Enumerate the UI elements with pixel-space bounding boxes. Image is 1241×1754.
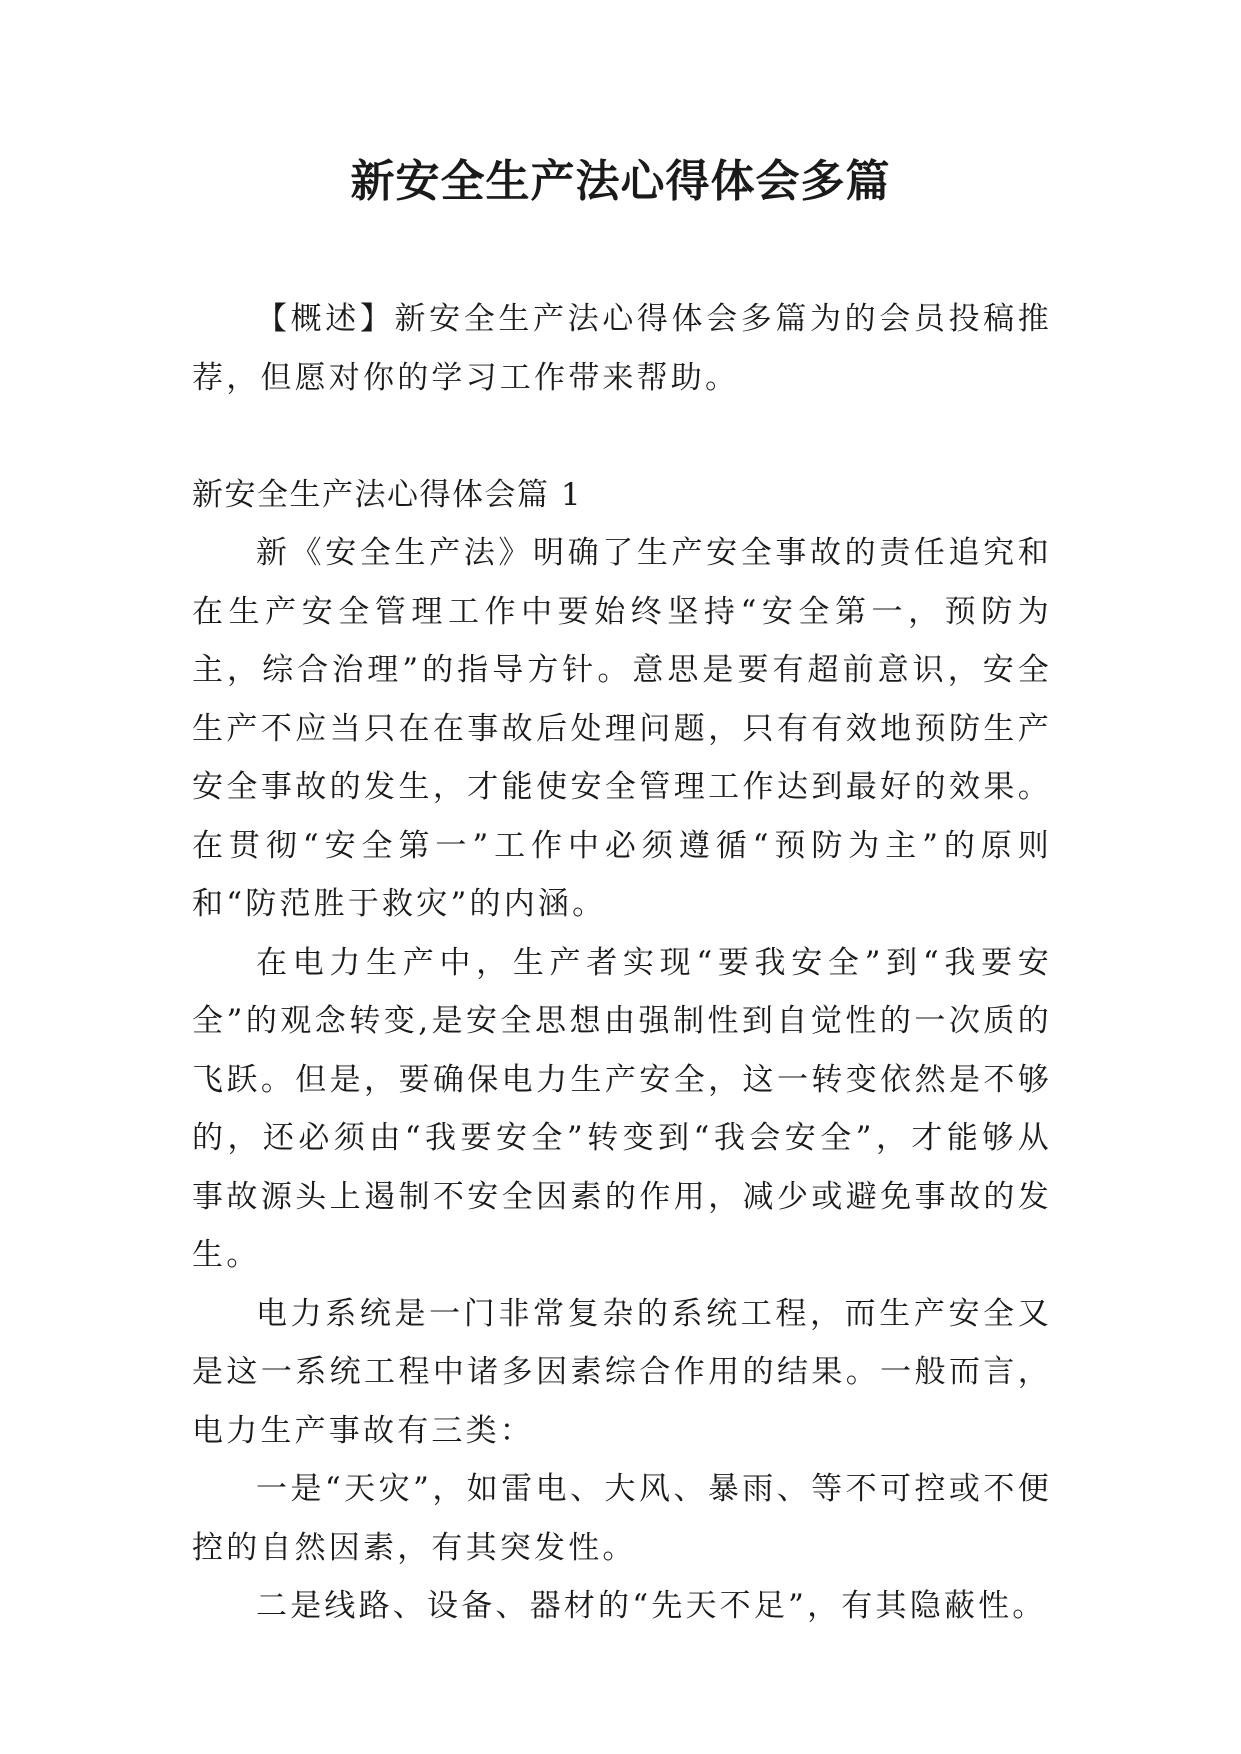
- section-heading: 新安全生产法心得体会篇 1: [192, 477, 583, 513]
- body-paragraph: 一是“天灾”，如雷电、大风、暴雨、等不可控或不便控的自然因素，有其突发性。: [192, 1471, 1052, 1566]
- document-body: [192, 524, 1052, 1636]
- body-paragraph: 二是线路、设备、器材的“先天不足”，有其隐蔽性。: [256, 1588, 1047, 1624]
- document-title: 新安全生产法心得体会多篇: [350, 156, 891, 207]
- body-paragraph: 电力系统是一门非常复杂的系统工程，而生产安全又是这一系统工程中诸多因素综合作用的结果。一般而言，电力生产事故有三类：: [192, 1295, 1052, 1449]
- summary-paragraph: 【概述】新安全生产法心得体会多篇为的会员投稿推荐，但愿对你的学习工作带来帮助。: [192, 301, 1052, 396]
- body-paragraph: 新《安全生产法》明确了生产安全事故的责任追究和在生产安全管理工作中要始终坚持“安全第一，预防为主，综合治理”的指导方针。意思是要有超前意识，安全生产不应当只在在事故后处理问题，只有有效地预防生产安全事故的发生，才能使安全管理工作达到最好的效果。在贯彻“安全第一”工作中必须遵循“预防为主”的原则和“防范胜于救灾”的内涵。: [192, 535, 1052, 922]
- body-paragraph: 在电力生产中，生产者实现“要我安全”到“我要安全”的观念转变,是安全思想由强制性到自觉性的一次质的飞跃。但是，要确保电力生产安全，这一转变依然是不够的，还必须由“我要安全”转变到“我会安全”，才能够从事故源头上遏制不安全因素的作用，减少或避免事故的发生。: [192, 944, 1052, 1273]
